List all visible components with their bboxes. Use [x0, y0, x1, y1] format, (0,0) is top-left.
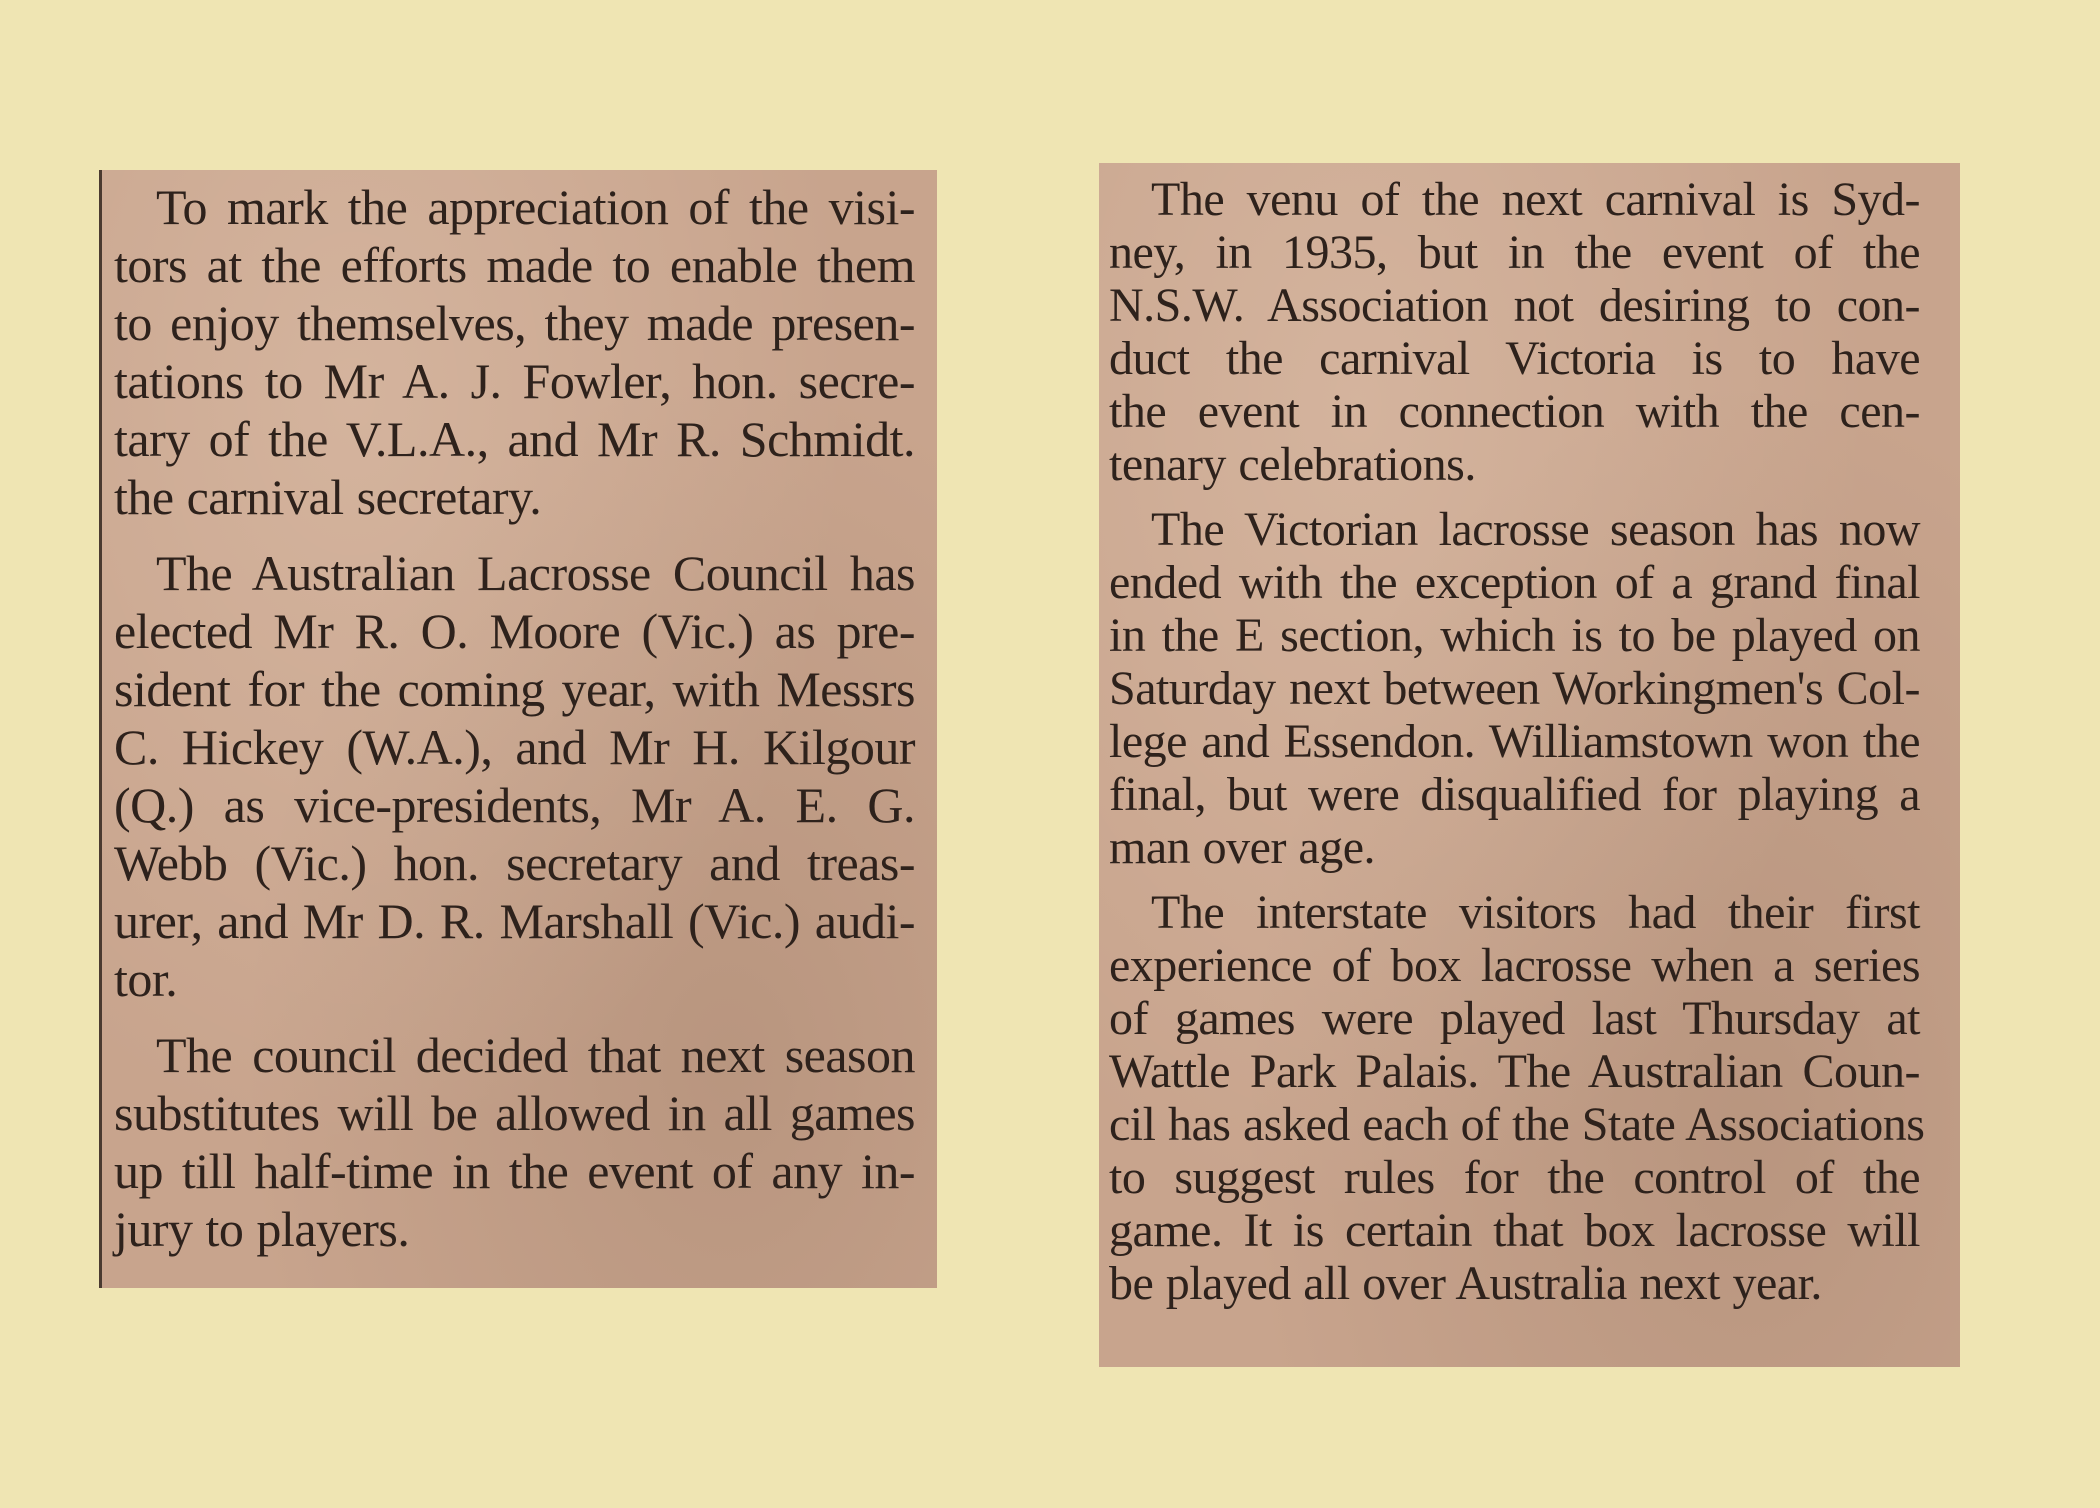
text-line: substitutes will be allowed in all games [114, 1085, 915, 1141]
text-line: duct the carnival Victoria is to have [1109, 332, 1920, 385]
text-line: man over age. [1109, 821, 1376, 874]
text-line: experience of box lacrosse when a series [1109, 939, 1920, 992]
text-line: ended with the exception of a grand final [1109, 556, 1920, 609]
text-line: The interstate visitors had their first [1151, 886, 1920, 939]
text-line: N.S.W. Association not desiring to con- [1109, 279, 1920, 332]
text-line: in the E section, which is to be played on [1109, 609, 1920, 662]
text-line: to enjoy themselves, they made presen- [114, 295, 915, 351]
right-newspaper-clipping [1099, 163, 1960, 1367]
text-line: The Victorian lacrosse season has now [1151, 503, 1920, 556]
text-line: game. It is certain that box lacrosse will [1109, 1204, 1920, 1257]
text-line: C. Hickey (W.A.), and Mr H. Kilgour [114, 719, 915, 775]
text-line: lege and Essendon. Williamstown won the [1109, 715, 1920, 768]
text-line: tor. [114, 951, 178, 1007]
text-line: The Australian Lacrosse Council has [156, 545, 915, 601]
text-line: be played all over Australia next year. [1109, 1257, 1822, 1310]
text-line: Wattle Park Palais. The Australian Coun- [1109, 1045, 1920, 1098]
text-line: elected Mr R. O. Moore (Vic.) as pre- [114, 603, 915, 659]
text-line: Webb (Vic.) hon. secretary and treas- [114, 835, 915, 891]
right-paragraph-3 [1109, 886, 1925, 1310]
text-line: sident for the coming year, with Messrs [114, 661, 915, 717]
left-paragraph-1 [114, 178, 915, 526]
text-line: tors at the efforts made to enable them [114, 237, 915, 293]
text-line: Saturday next between Workingmen's Col- [1109, 662, 1920, 715]
text-line: final, but were disqualified for playing a [1109, 768, 1920, 821]
left-paragraph-3 [114, 1026, 915, 1258]
text-line: the carnival secretary. [114, 469, 542, 525]
text-line: (Q.) as vice-presidents, Mr A. E. G. [114, 777, 915, 833]
text-line: tenary celebrations. [1109, 438, 1476, 491]
text-line: The council decided that next season [156, 1027, 915, 1083]
text-line: the event in connection with the cen- [1109, 385, 1920, 438]
text-line: urer, and Mr D. R. Marshall (Vic.) audi- [114, 893, 915, 949]
right-paragraph-2 [1109, 503, 1920, 874]
text-line: tary of the V.L.A., and Mr R. Schmidt. [114, 411, 915, 467]
text-line: jury to players. [114, 1201, 410, 1257]
text-line: cil has asked each of the State Associations [1109, 1098, 1925, 1151]
text-line: ney, in 1935, but in the event of the [1109, 226, 1920, 279]
text-line: tations to Mr A. J. Fowler, hon. secre- [114, 353, 915, 409]
right-paragraph-1 [1109, 173, 1920, 491]
text-line: to suggest rules for the control of the [1109, 1151, 1920, 1204]
text-line: of games were played last Thursday at [1109, 992, 1920, 1045]
left-newspaper-clipping [99, 170, 937, 1288]
text-line: To mark the appreciation of the visi- [156, 179, 915, 235]
left-paragraph-2 [114, 544, 915, 1008]
text-line: up till half-time in the event of any in- [114, 1143, 915, 1199]
text-line: The venu of the next carnival is Syd- [1151, 173, 1920, 226]
